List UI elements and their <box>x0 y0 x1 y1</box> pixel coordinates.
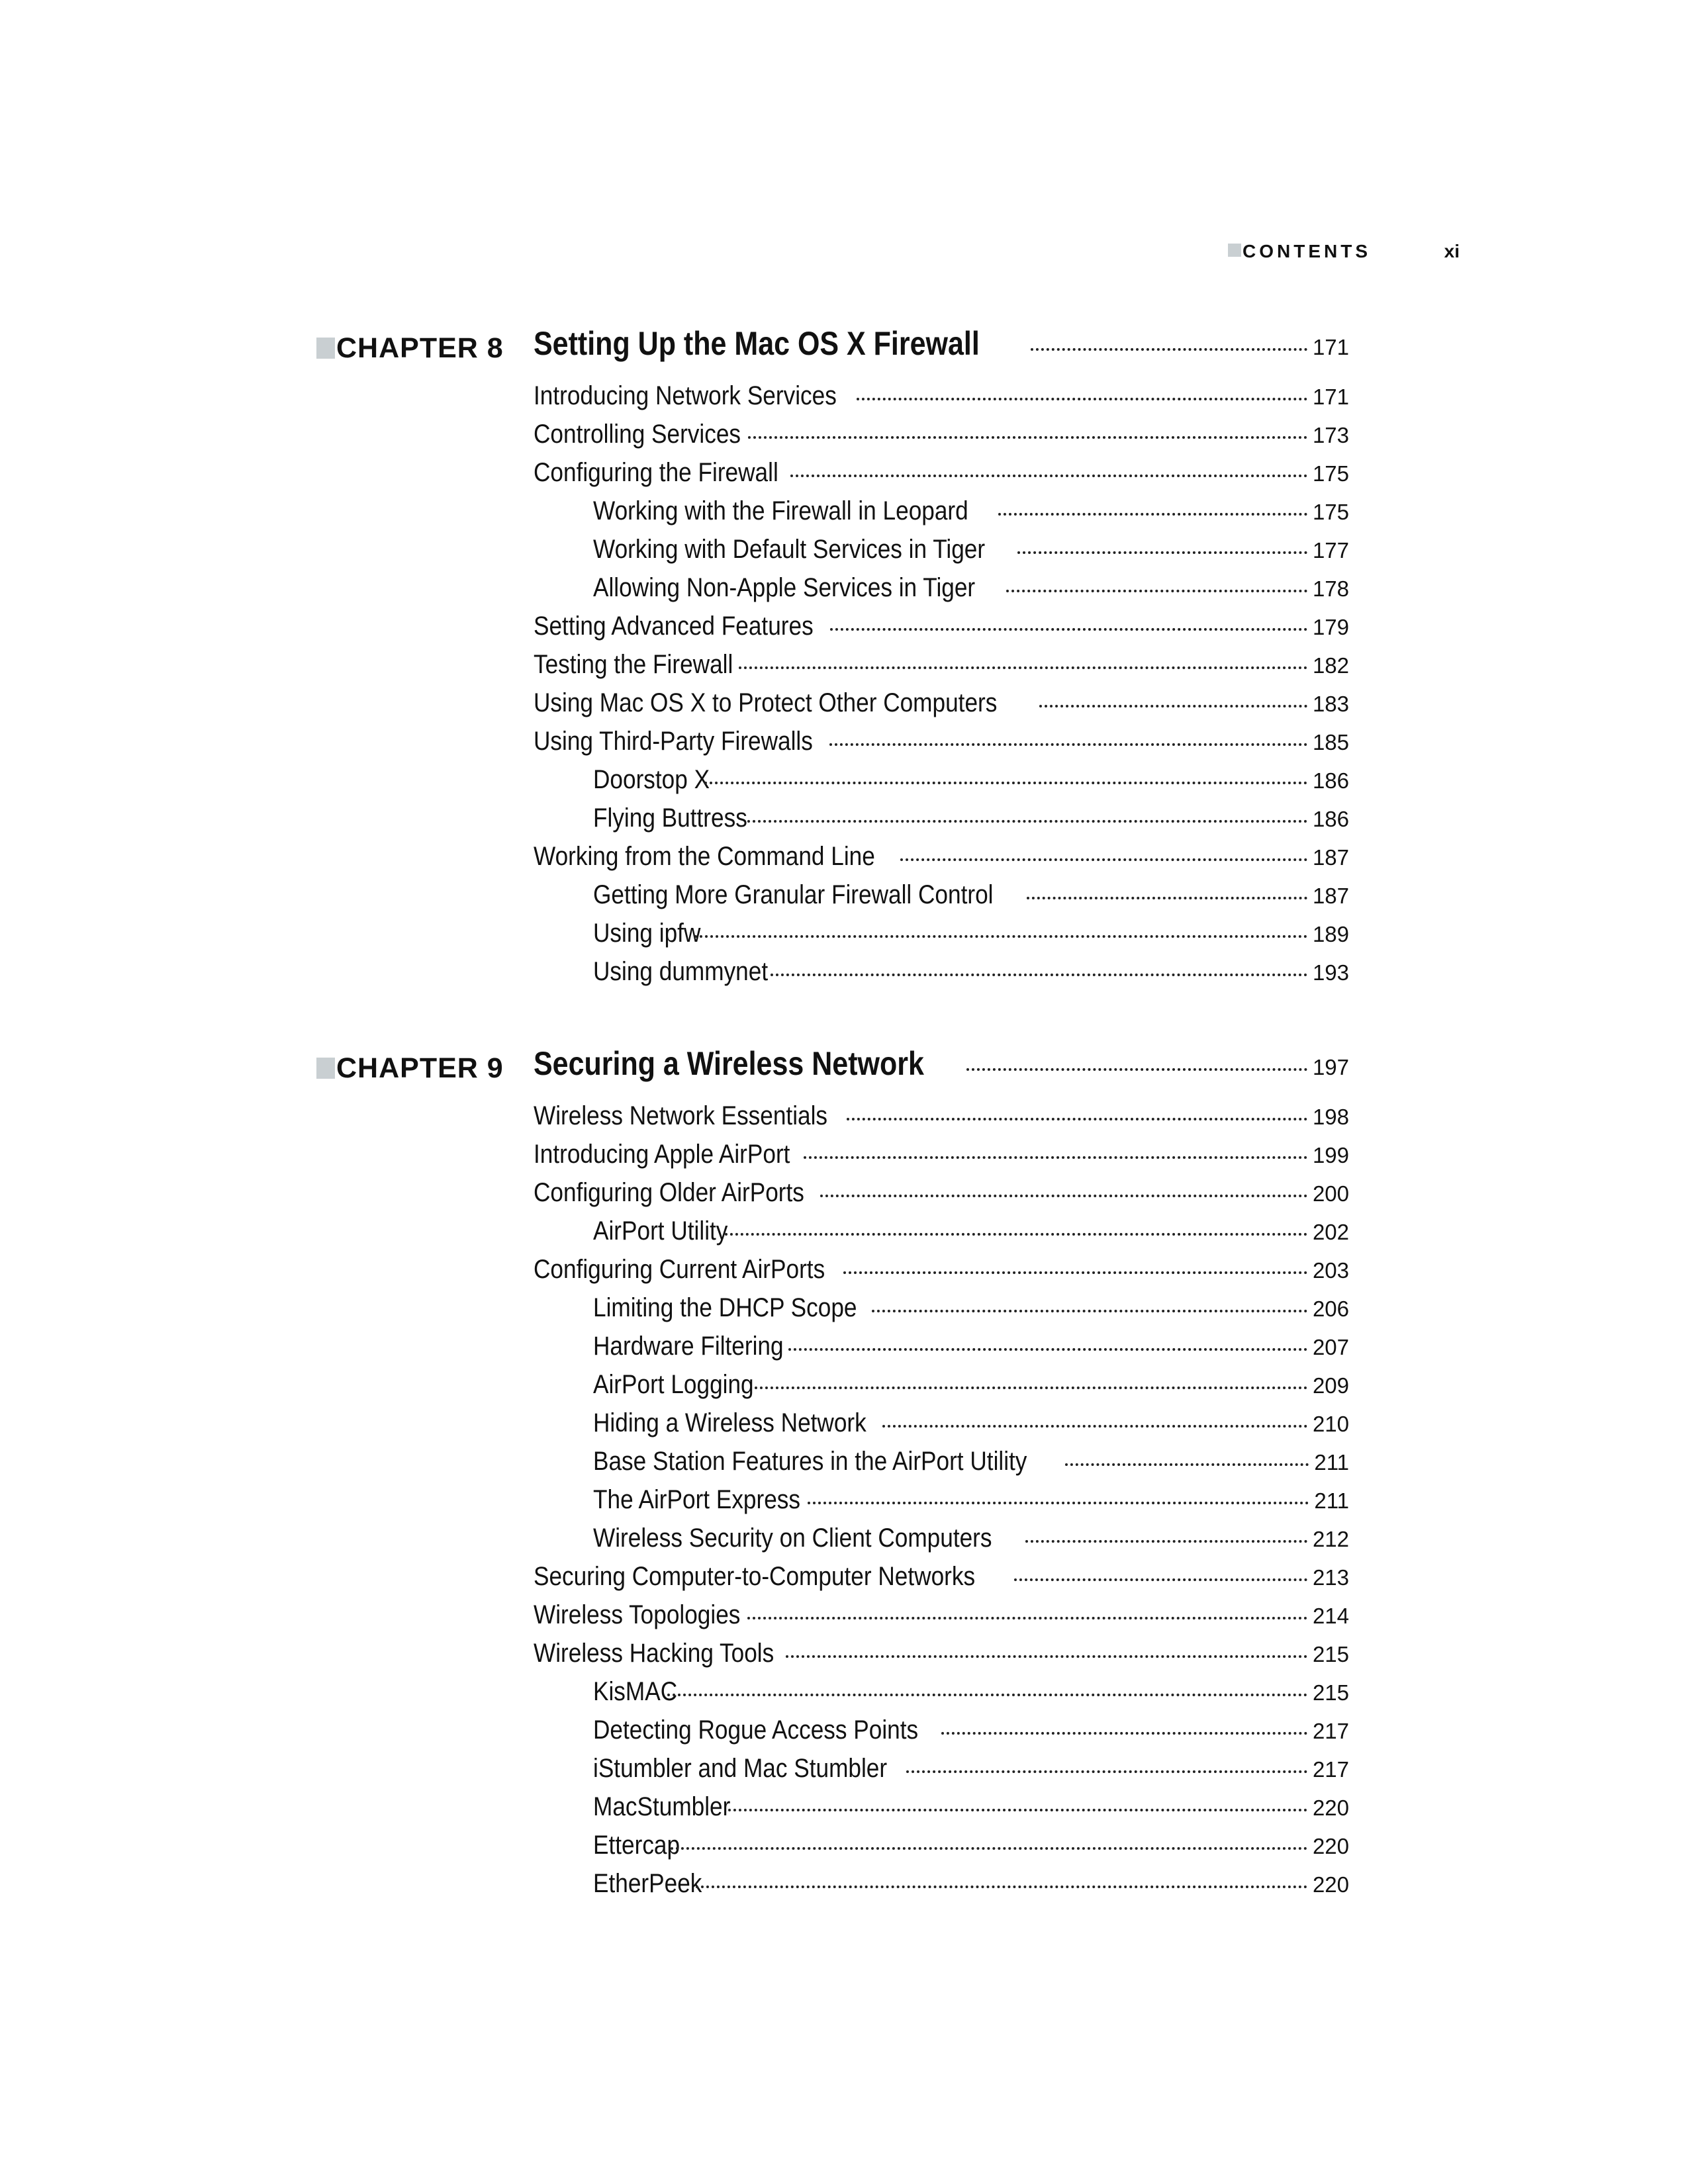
chapter-heading <box>316 1044 1349 1101</box>
toc-entry <box>534 1101 1349 1140</box>
toc-entry-title: iStumbler and Mac Stumbler <box>593 1754 888 1783</box>
dot-leader <box>671 1847 1307 1850</box>
toc-entry-title: AirPort Utility <box>593 1216 728 1246</box>
dot-leader <box>667 1694 1307 1696</box>
toc-entry <box>593 880 1349 919</box>
toc-entry <box>534 1639 1349 1677</box>
toc-entry-title: MacStumbler <box>593 1792 731 1821</box>
dot-leader <box>1025 1540 1307 1543</box>
toc-entry <box>534 1140 1349 1178</box>
toc-entry <box>534 458 1349 496</box>
toc-entry-page-number: 187 <box>1312 845 1349 870</box>
toc-entry-page-number: 211 <box>1314 1450 1349 1475</box>
header-page-number: xi <box>1444 241 1460 261</box>
dot-leader <box>1014 1578 1307 1581</box>
dot-leader <box>728 1809 1307 1811</box>
toc-entry <box>593 1677 1349 1715</box>
toc-entry <box>534 1178 1349 1216</box>
toc-entry-page-number: 211 <box>1314 1488 1349 1513</box>
dot-leader <box>786 1655 1307 1658</box>
chapter-page-number: 171 <box>1312 335 1349 359</box>
dot-leader <box>704 782 1307 784</box>
toc-entry-page-number: 186 <box>1312 768 1349 793</box>
toc-entry-page-number: 203 <box>1312 1258 1349 1283</box>
toc-entry-page-number: 182 <box>1312 653 1349 678</box>
toc-entry <box>593 957 1349 995</box>
dot-leader <box>739 666 1307 669</box>
toc-entry-title: Limiting the DHCP Scope <box>593 1293 857 1322</box>
toc-entry-page-number: 179 <box>1312 615 1349 639</box>
toc-entry <box>593 573 1349 612</box>
chapter-8-section <box>316 324 1349 995</box>
toc-entry <box>534 420 1349 458</box>
toc-entries <box>316 1101 1349 1907</box>
toc-entry-title: Setting Advanced Features <box>534 612 814 641</box>
toc-entry-page-number: 187 <box>1312 884 1349 908</box>
toc-entry-page-number: 175 <box>1312 500 1349 524</box>
dot-leader <box>829 743 1307 746</box>
toc-entry <box>534 1562 1349 1600</box>
toc-entry-title: Wireless Topologies <box>534 1600 741 1629</box>
toc-entry-page-number: 212 <box>1312 1527 1349 1551</box>
toc-entry-page-number: 217 <box>1312 1719 1349 1743</box>
toc-entry <box>593 1524 1349 1562</box>
dot-leader <box>941 1732 1307 1735</box>
toc-entry-title: Introducing Apple AirPort <box>534 1140 790 1169</box>
toc-entry <box>593 1715 1349 1754</box>
toc-entry <box>534 727 1349 765</box>
toc-entry-page-number: 215 <box>1312 1680 1349 1705</box>
toc-entry-title: Using ipfw <box>593 919 701 948</box>
toc-entry-page-number: 198 <box>1312 1105 1349 1129</box>
dot-leader <box>820 1195 1307 1197</box>
toc-entry-title: Hardware Filtering <box>593 1332 784 1361</box>
toc-entry-title: Testing the Firewall <box>534 650 733 679</box>
toc-entry <box>593 1754 1349 1792</box>
toc-entry-page-number: 220 <box>1312 1796 1349 1820</box>
dot-leader <box>847 1118 1307 1120</box>
toc-entry <box>593 496 1349 535</box>
toc-entry <box>593 1869 1349 1907</box>
toc-entry-title: Detecting Rogue Access Points <box>593 1715 919 1745</box>
toc-entry-page-number: 217 <box>1312 1757 1349 1782</box>
dot-leader <box>771 974 1307 976</box>
toc-entry-title: Allowing Non-Apple Services in Tiger <box>593 573 976 602</box>
toc-entry-title: Doorstop X <box>593 765 710 794</box>
chapter-label-text: CHAPTER 8 <box>336 332 504 364</box>
toc-entry-page-number: 199 <box>1312 1143 1349 1167</box>
toc-entry-title: Introducing Network Services <box>534 381 837 410</box>
toc-entry-page-number: 193 <box>1312 960 1349 985</box>
toc-entry-title: Working from the Command Line <box>534 842 875 871</box>
dot-leader <box>748 436 1307 439</box>
toc-entry <box>534 842 1349 880</box>
chapter-heading <box>316 324 1349 381</box>
dot-leader <box>747 1617 1307 1619</box>
dot-leader <box>747 820 1307 823</box>
toc-entries <box>316 381 1349 995</box>
toc-entry-title: The AirPort Express <box>593 1485 801 1514</box>
toc-entry-page-number: 200 <box>1312 1181 1349 1206</box>
toc-entry-page-number: 186 <box>1312 807 1349 831</box>
toc-entry-title: Flying Buttress <box>593 803 747 833</box>
toc-entry <box>593 535 1349 573</box>
toc-entry-page-number: 214 <box>1312 1604 1349 1628</box>
toc-entry <box>593 1831 1349 1869</box>
chapter-label <box>316 330 504 367</box>
dot-leader <box>830 628 1307 631</box>
dot-leader <box>900 858 1307 861</box>
dot-leader <box>998 513 1307 516</box>
toc-entry-page-number: 206 <box>1312 1297 1349 1321</box>
toc-entry-page-number: 210 <box>1312 1412 1349 1436</box>
toc-entry <box>534 381 1349 420</box>
dot-leader <box>808 1502 1309 1504</box>
toc-entry-title: Wireless Security on Client Computers <box>593 1524 992 1553</box>
toc-entry <box>593 1370 1349 1408</box>
chapter-title-line <box>534 1044 1349 1084</box>
toc-entry <box>593 1332 1349 1370</box>
toc-entry <box>593 919 1349 957</box>
toc-entry-page-number: 173 <box>1312 423 1349 447</box>
toc-entry-title: Wireless Hacking Tools <box>534 1639 774 1668</box>
toc-entry-page-number: 183 <box>1312 692 1349 716</box>
dot-leader <box>694 935 1307 938</box>
toc-entry <box>593 1293 1349 1332</box>
toc-entry-title: Using Mac OS X to Protect Other Computers <box>534 688 998 717</box>
dot-leader <box>1006 590 1307 592</box>
dot-leader <box>790 475 1307 477</box>
dot-leader <box>755 1387 1307 1389</box>
toc-entry-page-number: 220 <box>1312 1872 1349 1897</box>
dot-leader <box>966 1068 1307 1071</box>
toc-entry-title: Getting More Granular Firewall Control <box>593 880 994 909</box>
dot-leader <box>1027 897 1307 899</box>
toc-entry-page-number: 189 <box>1312 922 1349 946</box>
toc-entry-title: Hiding a Wireless Network <box>593 1408 867 1437</box>
dot-leader <box>843 1271 1307 1274</box>
toc-entry-page-number: 185 <box>1312 730 1349 754</box>
toc-entry-title: Configuring the Firewall <box>534 458 778 487</box>
toc-entry-page-number: 213 <box>1312 1565 1349 1590</box>
toc-entry-page-number: 177 <box>1312 538 1349 563</box>
chapter-label-text: CHAPTER 9 <box>336 1052 504 1084</box>
toc-entry-page-number: 207 <box>1312 1335 1349 1359</box>
running-header <box>1228 238 1460 271</box>
dot-leader <box>725 1233 1307 1236</box>
toc-entry-title: Using dummynet <box>593 957 769 986</box>
toc-entry-page-number: 215 <box>1312 1642 1349 1666</box>
toc-entry <box>593 1792 1349 1831</box>
dot-leader <box>804 1156 1307 1159</box>
toc-entry-title: AirPort Logging <box>593 1370 754 1399</box>
toc-entry-title: Configuring Older AirPorts <box>534 1178 804 1207</box>
toc-entry-title: EtherPeek <box>593 1869 702 1898</box>
toc-entry-title: Using Third-Party Firewalls <box>534 727 813 756</box>
toc-entry <box>534 688 1349 727</box>
toc-entry <box>593 1447 1349 1485</box>
toc-entry-page-number: 202 <box>1312 1220 1349 1244</box>
dot-leader <box>906 1770 1307 1773</box>
dot-leader <box>788 1348 1307 1351</box>
toc-entry-title: Wireless Network Essentials <box>534 1101 828 1130</box>
toc-entry-title: Ettercap <box>593 1831 680 1860</box>
toc-entry-title: Configuring Current AirPorts <box>534 1255 825 1284</box>
chapter-marker-square <box>316 1058 335 1079</box>
toc-entry-title: KisMAC <box>593 1677 678 1706</box>
chapter-page-number: 197 <box>1312 1055 1349 1079</box>
header-label: CONTENTS <box>1243 241 1371 261</box>
dot-leader <box>857 398 1307 400</box>
toc-entry-page-number: 178 <box>1312 576 1349 601</box>
dot-leader <box>1017 551 1307 554</box>
toc-entry <box>534 650 1349 688</box>
header-marker-square <box>1228 244 1241 257</box>
chapter-9-section <box>316 1044 1349 1907</box>
toc-entry <box>593 765 1349 803</box>
dot-leader <box>1065 1463 1309 1466</box>
toc-entry-page-number: 175 <box>1312 461 1349 486</box>
chapter-title-line <box>534 324 1349 364</box>
dot-leader <box>872 1310 1307 1312</box>
toc-entry-page-number: 171 <box>1312 385 1349 409</box>
dot-leader <box>696 1886 1307 1888</box>
toc-entry <box>593 803 1349 842</box>
toc-entry <box>593 1216 1349 1255</box>
toc-entry <box>534 1255 1349 1293</box>
toc-entry-title: Controlling Services <box>534 420 741 449</box>
toc-entry <box>593 1408 1349 1447</box>
toc-entry-title: Base Station Features in the AirPort Utility <box>593 1447 1027 1476</box>
toc-entry-title: Securing Computer-to-Computer Networks <box>534 1562 976 1591</box>
toc-entry <box>593 1485 1349 1524</box>
dot-leader <box>1039 705 1307 707</box>
toc-entry-title: Working with the Firewall in Leopard <box>593 496 968 525</box>
toc-entry <box>534 1600 1349 1639</box>
toc-entry-title: Working with Default Services in Tiger <box>593 535 986 564</box>
chapter-label <box>316 1050 504 1087</box>
toc-entry <box>534 612 1349 650</box>
chapter-title: Setting Up the Mac OS X Firewall <box>534 325 980 362</box>
chapter-marker-square <box>316 338 335 359</box>
dot-leader <box>1031 348 1307 351</box>
dot-leader <box>882 1425 1307 1428</box>
chapter-title: Securing a Wireless Network <box>534 1045 924 1082</box>
toc-entry-page-number: 209 <box>1312 1373 1349 1398</box>
toc-entry-page-number: 220 <box>1312 1834 1349 1858</box>
